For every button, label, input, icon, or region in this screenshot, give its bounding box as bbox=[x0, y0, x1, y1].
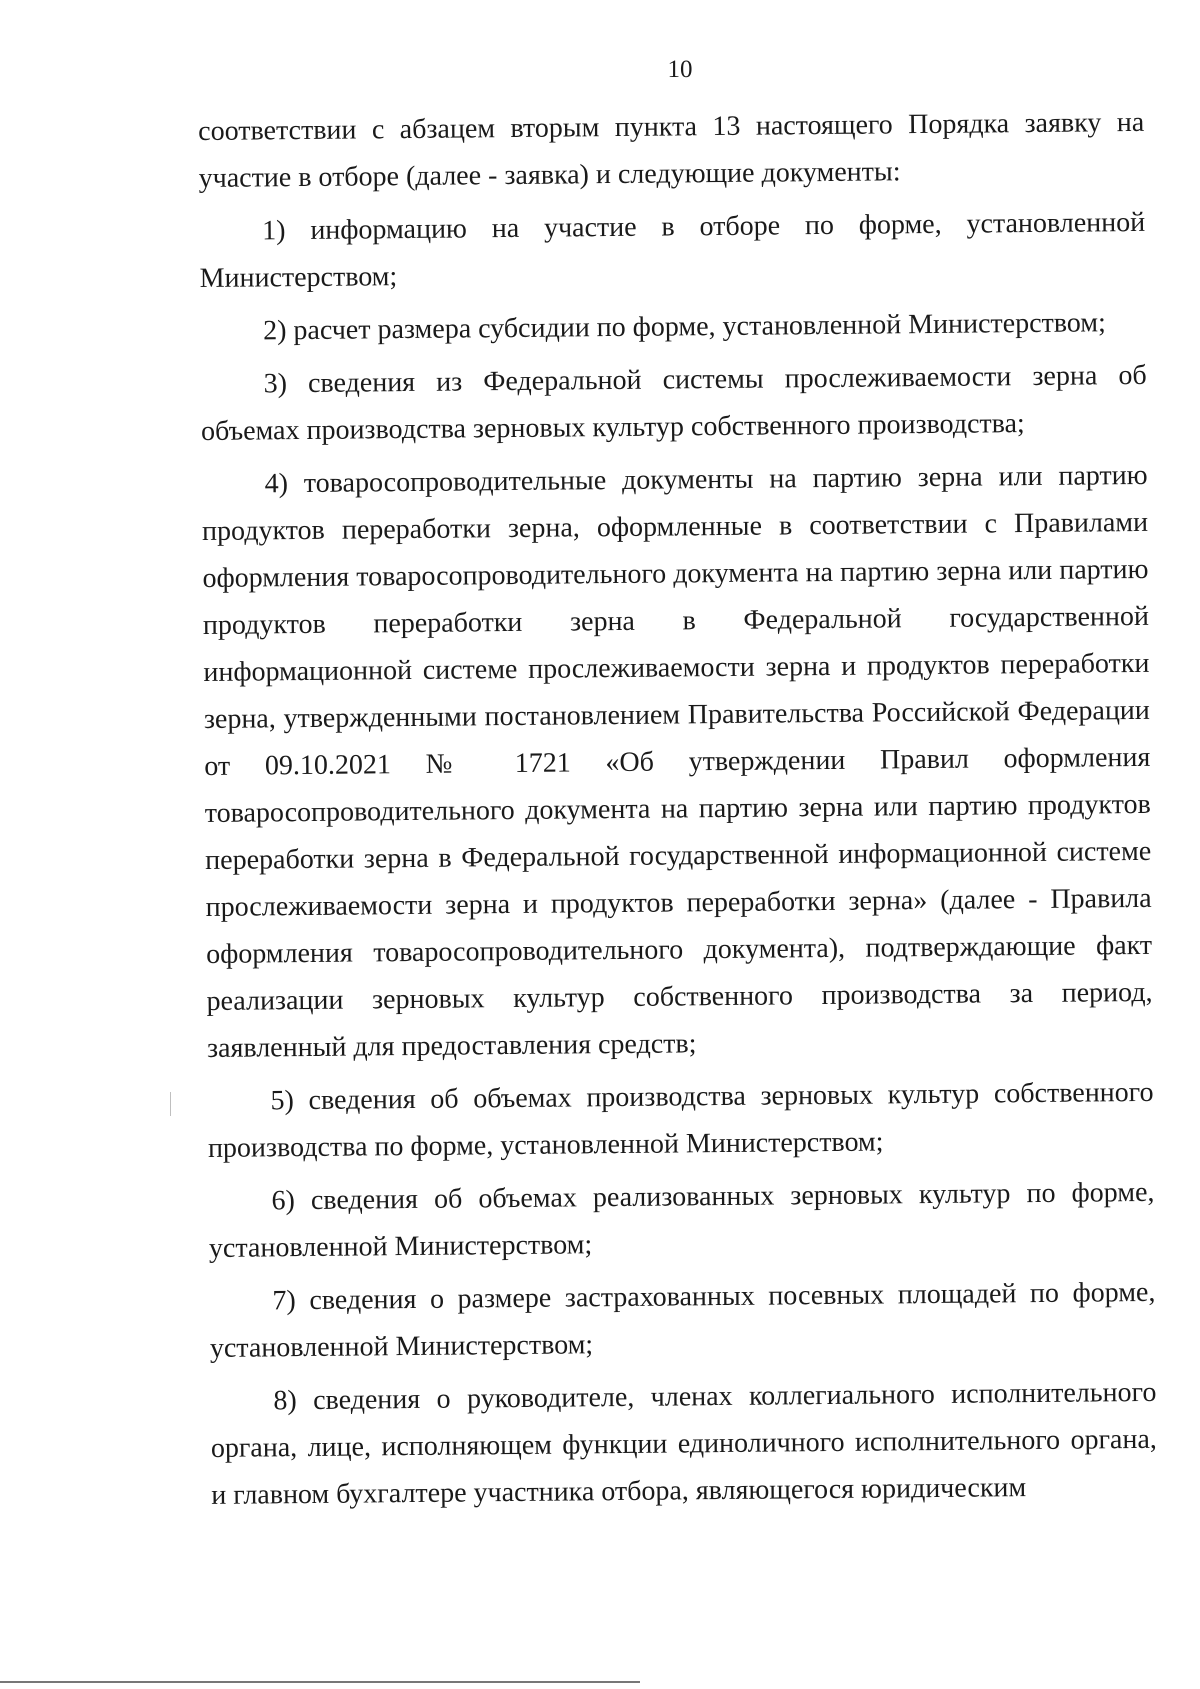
scan-edge-mark bbox=[170, 1092, 171, 1116]
paragraph-item-5: 5) сведения об объемах производства зерновых культур собственного производства по форме, установленной Министерством; bbox=[207, 1076, 1154, 1164]
paragraph-item-3: 3) сведения из Федеральной системы прослеживаемости зерна об объемах производства зерновых культур собственного производства; bbox=[200, 359, 1147, 447]
paragraph-item-8: 8) сведения о руководителе, членах коллегиального исполнительного органа, лице, исполняющем функции единоличного исполнительного органа, и главном бухгалтере участника отбора, являющегося юридическим bbox=[210, 1376, 1157, 1511]
paragraph-item-2: 2) расчет размера субсидии по форме, установленной Министерством; bbox=[262, 307, 1106, 347]
document-body bbox=[198, 99, 1158, 1519]
paragraph-item-4: 4) товаросопроводительные документы на партию зерна или партию продуктов переработки зерна, оформленные в соответствии с Правилами оформления товаросопроводительного документа на партию зерна или партию продуктов переработки зерна в Федеральной государственной информационной системе прослеживаемости зерна и продуктов переработки зерна, утвержденными постановлением Правительства Российской Федерации от 09.10.2021 № 1721 «Об утверждении Правил оформления товаросопроводительного документа на партию зерна или партию продуктов переработки зерна в Федеральной государственной информационной системе прослеживаемости зерна и продуктов переработки зерна» (далее - Правила оформления товаросопроводительного документа), подтверждающие факт реализации зерновых культур собственного производства за период, заявленный для предоставления средств; bbox=[201, 459, 1153, 1064]
page-number: 10 bbox=[667, 56, 693, 83]
paragraph-item-6: 6) сведения об объемах реализованных зерновых культур по форме, установленной Министерством; bbox=[208, 1176, 1155, 1264]
paragraph-continuation: соответствии с абзацем вторым пункта 13 настоящего Порядка заявку на участие в отборе (далее - заявка) и следующие документы: bbox=[198, 106, 1145, 194]
paragraph-item-1: 1) информацию на участие в отборе по форме, установленной Министерством; bbox=[199, 206, 1146, 294]
scan-bottom-rule bbox=[0, 1681, 640, 1683]
paragraph-item-7: 7) сведения о размере застрахованных посевных площадей по форме, установленной Министерством; bbox=[209, 1276, 1156, 1364]
